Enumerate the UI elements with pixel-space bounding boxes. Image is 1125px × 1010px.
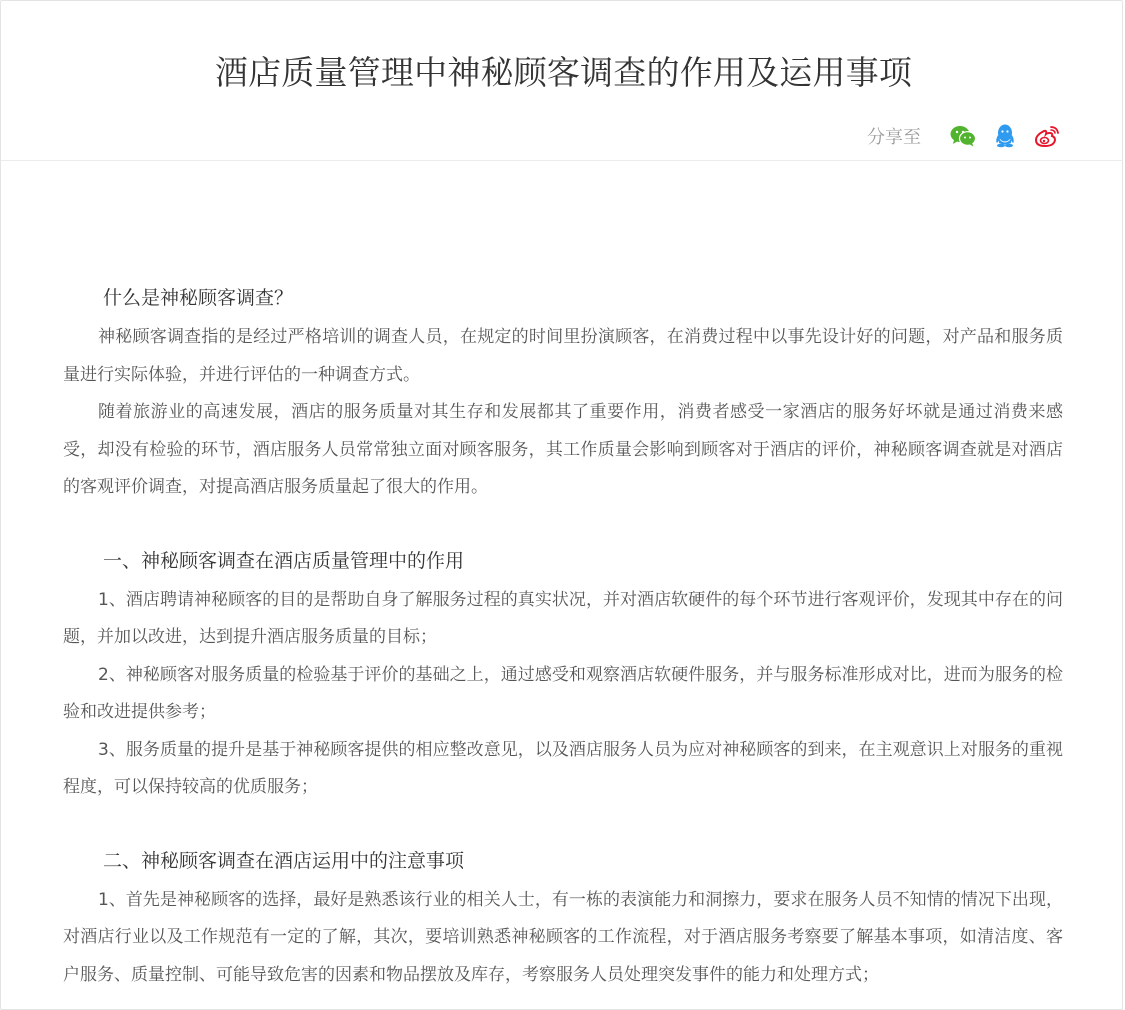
- paragraph: 神秘顾客调查指的是经过严格培训的调查人员，在规定的时间里扮演顾客，在消费过程中以事先设计好的问题，对产品和服务质量进行实际体验，并进行评估的一种调查方式。: [63, 327, 1063, 385]
- paragraph: 1、酒店聘请神秘顾客的目的是帮助自身了解服务过程的真实状况，并对酒店软硬件的每个环节进行客观评价，发现其中存在的问题，并加以改进，达到提升酒店服务质量的目标；: [63, 589, 1063, 647]
- qq-icon[interactable]: [991, 122, 1019, 150]
- paragraph: 随着旅游业的高速发展，酒店的服务质量对其生存和发展都其了重要作用，消费者感受一家酒店的服务好坏就是通过消费来感受，却没有检验的环节，酒店服务人员常常独立面对顾客服务，其工作质量会影响到顾客对于酒店的评价，神秘顾客调查就是对酒店的客观评价调查，对提高酒店服务质量起了很大的作用。: [63, 402, 1063, 497]
- share-bar: [867, 121, 1061, 151]
- section-heading: 二、神秘顾客调查在酒店运用中的注意事项: [103, 849, 465, 872]
- share-label: 分享至: [867, 127, 921, 148]
- paragraph: 3、服务质量的提升是基于神秘顾客提供的相应整改意见，以及酒店服务人员为应对神秘顾客的到来，在主观意识上对服务的重视程度，可以保持较高的优质服务；: [63, 739, 1063, 797]
- paragraph: 2、神秘顾客对服务质量的检验基于评价的基础之上，通过感受和观察酒店软硬件服务，并与服务标准形成对比，进而为服务的检验和改进提供参考；: [63, 664, 1063, 722]
- paragraph: 1、首先是神秘顾客的选择，最好是熟悉该行业的相关人士，有一栋的表演能力和洞擦力，要求在服务人员不知情的情况下出现，对酒店行业以及工作规范有一定的了解，其次，要培训熟悉神秘顾客的工作流程，对于酒店服务考察要了解基本事项，如清洁度、客户服务、质量控制、可能导致危害的因素和物品摆放及库存，考察服务人员处理突发事件的能力和处理方式；: [63, 889, 1063, 985]
- section-heading: 什么是神秘顾客调查？: [103, 287, 294, 309]
- article-body: [63, 280, 1063, 994]
- weibo-icon[interactable]: [1033, 122, 1061, 150]
- article-header: [1, 1, 1123, 161]
- section-heading: 一、神秘顾客调查在酒店质量管理中的作用: [103, 549, 465, 572]
- section-spacer: [63, 807, 1063, 843]
- section-spacer: [63, 507, 1063, 543]
- wechat-icon[interactable]: [949, 122, 977, 150]
- page-title: 酒店质量管理中神秘顾客调查的作用及运用事项: [214, 53, 913, 92]
